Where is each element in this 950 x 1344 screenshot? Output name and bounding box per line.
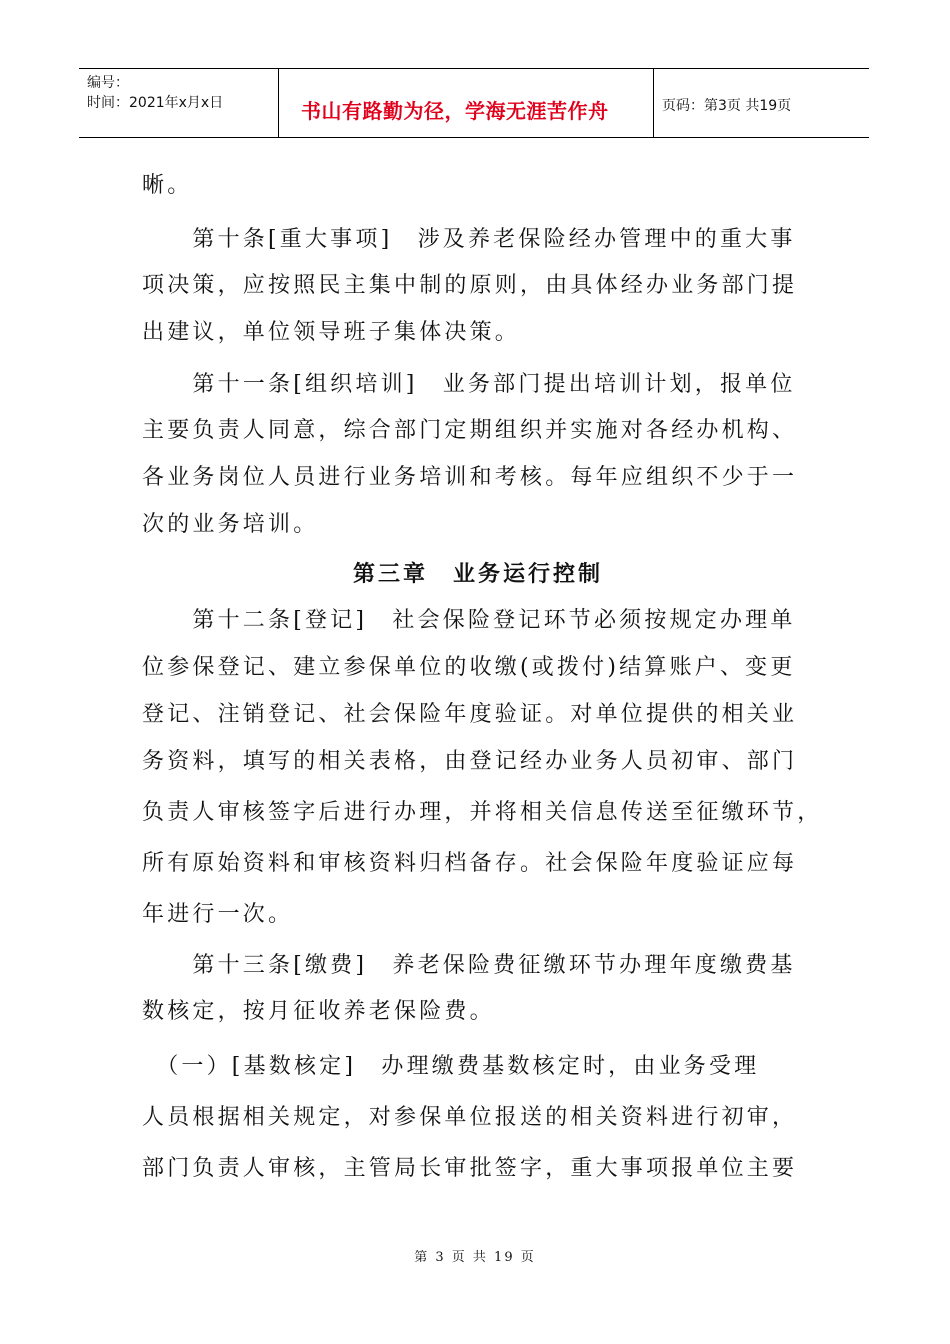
article-11-line: 第十一条[组织培训] 业务部门提出培训计划，报单位 [142,372,796,397]
article-10-line: 第十条[重大事项] 涉及养老保险经办管理中的重大事 [142,227,796,252]
body-line: 各业务岗位人员进行业务培训和考核。每年应组织不少于一 [142,465,798,490]
body-line: 次的业务培训。 [142,512,319,537]
header-motto: 书山有路勤为径，学海无涯苦作舟 [301,99,609,123]
page-header [79,68,869,138]
header-page-info: 页码：第3页 共19页 [662,98,792,114]
body-line: 年进行一次。 [142,902,294,927]
article-12-line: 第十二条[登记] 社会保险登记环节必须按规定办理单 [142,608,796,633]
body-line: 所有原始资料和审核资料归档备存。社会保险年度验证应每 [142,851,798,876]
body-line: 主要负责人同意，综合部门定期组织并实施对各经办机构、 [142,418,798,443]
header-motto-cell [279,69,654,137]
body-line: 数核定，按月征收养老保险费。 [142,999,495,1024]
body-line: 负责人审核签字后进行办理，并将相关信息传送至征缴环节， [142,800,823,825]
body-line: 部门负责人审核，主管局长审批签字，重大事项报单位主要 [142,1156,798,1181]
page-footer: 第 3 页 共 19 页 [414,1250,536,1265]
body-line: 晰。 [142,173,193,198]
body-line: 项决策，应按照民主集中制的原则，由具体经办业务部门提 [142,273,798,298]
body-line: 出建议，单位领导班子集体决策。 [142,320,521,345]
body-line: 位参保登记、建立参保单位的收缴(或拨付)结算账户、变更 [142,655,796,680]
body-line: 务资料，填写的相关表格，由登记经办业务人员初审、部门 [142,749,798,774]
body-line: 登记、注销登记、社会保险年度验证。对单位提供的相关业 [142,702,798,727]
document-number-label: 编号： [87,75,129,91]
article-13-line: 第十三条[缴费] 养老保险费征缴环节办理年度缴费基 [142,953,796,978]
header-meta-cell [79,69,279,137]
chapter-heading: 第三章 业务运行控制 [352,562,603,587]
header-page-cell [654,69,869,137]
body-line: 人员根据相关规定，对参保单位报送的相关资料进行初审， [142,1105,798,1130]
document-time-label: 时间：2021年x月x日 [87,95,224,111]
item-1-line: （一）[基数核定] 办理缴费基数核定时，由业务受理 [142,1054,760,1079]
